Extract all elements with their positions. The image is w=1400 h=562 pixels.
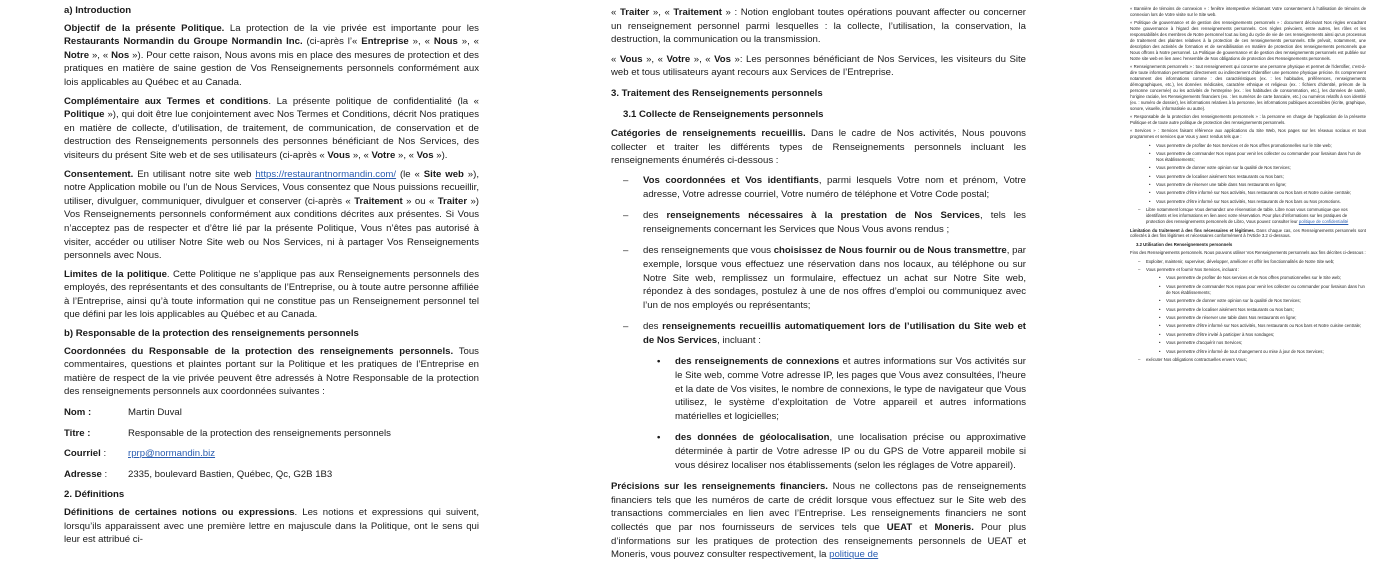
text-span: ») Vos Renseignements personnels conformément aux conditions décrites aux présentes. Si Vous n’acceptez pas de respecter et d’être lié par la présente Politique, Vous n’êtes pas autorisé à visiter, accéder ou utiliser Notre Site web ou Nos Services, ni à partager Vos Renseignements personnels avec Nous. xyxy=(64,195,480,262)
text-span: », « xyxy=(649,7,674,18)
heading-collecte: 3.1 Collecte de Renseignements personnels xyxy=(623,108,824,120)
contact-courriel xyxy=(64,447,479,461)
lead-categories: Catégories de renseignements recueillis. xyxy=(611,128,806,140)
term: Site web xyxy=(423,168,464,180)
text-span: (ci-après l’« xyxy=(302,36,362,48)
text-span: , incluant : xyxy=(717,334,761,346)
thumb-list-item: • Vous permettre d’acquérir nos Services; xyxy=(1130,340,1366,346)
thumb-list-item: • Vous permettre d’être informé sur Nos activités, Nos restaurants ou Nos bars et Notre cuisine centrale; xyxy=(1130,190,1366,196)
text-span: . La présente politique de confidentialité (la « xyxy=(268,95,480,107)
thumb-list-item: • Vous permettre de réserver une table dans Nos restaurants en ligne; xyxy=(1130,315,1366,321)
paragraph-limites xyxy=(64,268,479,322)
thumb-list-item: – exécuter Nos obligations contractuelles envers Vous; xyxy=(1130,357,1366,363)
thumb-list xyxy=(1130,143,1366,205)
page-middle xyxy=(611,0,1026,561)
term: Traiter xyxy=(619,7,650,18)
thumb-paragraph: « Politique de gouvernance et de gestion des renseignements personnels » : document décrivant Nos règles encadrant Notre gouvernance à l’égard des renseignements personnels. Ces règles prévoient, entre autres, les rôles et les responsabilités des membres de Notre personnel tout au long du cycle de vie de ces renseignements ainsi qu’un processus de traitement des plaintes relatives à la protection de ces renseignements personnels. Elle prévoit, notamment, une description des activités de formation et de sensibilisation en matière de protection des renseignements personnels que Nous offrons à Notre personnel. La Politique de gouvernance et de gestion des renseignements personnels est publiée sur Notre site web en lien avec l’ensemble de Nos obligations de protection des Renseignements personnels. xyxy=(1130,20,1366,61)
separator: : xyxy=(101,468,108,480)
lead-definitions: Définitions de certaines notions ou expressions xyxy=(64,507,295,518)
thumb-list-item: • Vous permettre de localiser aisément Nos restaurants ou Nos bars; xyxy=(1130,174,1366,180)
heading-definitions: 2. Définitions xyxy=(64,489,125,501)
paragraph-vous xyxy=(611,53,1026,80)
term: Traitement xyxy=(354,195,403,207)
thumb-paragraph xyxy=(1130,228,1366,240)
list-item xyxy=(611,244,1026,312)
text-span: Libre notamment lorsque Vous demandez une réservation de table. Libre nous vous communique que vos identifiants et les informations en lien avec votre réservation. Pour plus d’informations sur les pratiques de protection des renseignements personnels de Libro, Vous pouvez consulter leur xyxy=(1146,207,1348,225)
text-span: »). xyxy=(433,149,448,161)
lead-choisissez: choisissez de Nous fournir ou de Nous transmettre xyxy=(773,245,1007,257)
text-span: . Cette Politique ne s’applique pas aux Renseignements personnels des employés, des représentants et des consultants de l’Entreprise, ou à toute autre personne affiliée à l’Entreprise, ainsi qu’à toute information qui ne constitue pas un Renseignement personnel tel que défini par les lois applicables au Québec et au Canada. xyxy=(64,268,479,321)
lead-necessaires: renseignements nécessaires à la prestation de Nos Services xyxy=(666,210,980,222)
text-span: « xyxy=(611,53,620,65)
text-span: , une localisation précise ou approximative déterminée à partir de Votre adresse IP ou du GPS de Votre appareil mobile si vous désirez localiser nos établissements (selon les réglages de Votre appareil). xyxy=(675,432,1026,471)
list-item xyxy=(611,209,1026,236)
thumb-list-item: • Vous permettre de commander Nos repas pour venir les collecter ou commander pour livraison dans l’un de Nos établissements; xyxy=(1130,151,1366,163)
text-span: »). Pour cette raison, Nous avons mis en place des mesures de protection et des pratiques en matière de saine gestion de Vos Renseignements personnels conformément aux lois applicables au Québec et au Canada. xyxy=(64,49,479,88)
website-link[interactable]: https://restaurantnormandin.com/ xyxy=(255,168,397,180)
text-span: En utilisant notre site web xyxy=(133,168,256,180)
paragraph-coordonnees xyxy=(64,345,479,399)
thumb-list-item: • Vous permettre d’être informé sur Nos activités, Nos restaurants ou Nos bars et Notre cuisine centrale; xyxy=(1130,323,1366,329)
list-item xyxy=(611,355,1026,423)
text-span: » : Notion englobant toutes opérations pouvant affecter ou concerner un renseignement personnel parmi lesquelles : la collecte, l’utilisation, la conservation, la destruction, la communication ou la transmission. xyxy=(611,7,1026,46)
thumb-paragraph: « Responsable de la protection des renseignements personnels » : la personne en charge de l’application de la présente Politique et de toute autre politique de protection des renseignements personnels. xyxy=(1130,113,1366,125)
contact-nom xyxy=(64,406,479,420)
term: Notre xyxy=(64,49,90,61)
term: Nos xyxy=(111,49,130,61)
lead-auto: renseignements recueillis automatiquement lors de l’utilisation du Site web et de Nos Services xyxy=(643,321,1026,346)
contact-titre xyxy=(64,427,479,441)
thumb-paragraph: « Renseignements personnels » : tout renseignement qui concerne une personne physique et permet de l’identifier, c’est-à-dire toute information permettant directement ou indirectement d’identifier une personne physique précise. Ils comprennent notamment des informations comme : des caractéristiques (ex. : les habitudes, préférences, renseignements démographiques, etc.), les données médicales, caractère ethnique et religieux (ex. : fichiers d’identité, prénom de la personne concernée) ou les activités de l’entreprise (ex. : les habitudes de consommation, etc.), les données de santé, l’origine raciale, les Renseignements financiers (ex. : les numéros de carte bancaire, etc.) ou numéros relatifs à son identité (ex. : numéro de dossier), les informations relatives à la personne, les informations publiques accessibles (écrite, graphique, sonore, visuelle, informatisée ou autre). xyxy=(1130,64,1366,111)
separator: : xyxy=(100,448,107,460)
page-left xyxy=(64,0,480,546)
term: Traitement xyxy=(673,7,722,18)
text-span: (le « xyxy=(396,168,424,180)
thumb-paragraph: Fins des Renseignements personnels. Nous pouvons utiliser Vos Renseignements personnels aux fins décrites ci-dessous : xyxy=(1130,250,1366,256)
thumb-heading: 3.2 Utilisation des Renseignements personnels xyxy=(1136,241,1233,247)
lead-connexions: des renseignements de connexions xyxy=(675,356,840,368)
thumb-list-item: • Vous permettre de localiser aisément Nos restaurants ou Nos bars; xyxy=(1130,307,1366,313)
term: Vos xyxy=(416,149,434,161)
text-span: »: Les personnes bénéficiant de Nos Services, les visiteurs du Site web et tous utilisateurs ayant recours aux Services de l’Entreprise. xyxy=(611,53,1026,79)
lead-coordonnees: Coordonnées du Responsable de la protection des renseignements personnels. xyxy=(64,345,454,357)
thumb-list-item: • Vous permettre de donner votre opinion sur la qualité de Nos Services; xyxy=(1130,165,1366,171)
text-span: », « xyxy=(690,53,715,65)
paragraph-consentement xyxy=(64,168,479,263)
term: Votre xyxy=(371,149,396,161)
term: UEAT xyxy=(886,522,913,533)
lead-financiers: Précisions sur les renseignements financiers. xyxy=(611,481,828,493)
paragraph-financiers xyxy=(611,480,1026,562)
text-span: , tels les renseignements concernant les Services que Nous Vous avons rendus ; xyxy=(643,210,1026,235)
text-span: » ou « xyxy=(402,195,438,207)
heading-responsable: b) Responsable de la protection des renseignements personnels xyxy=(64,328,359,340)
thumb-list xyxy=(1130,259,1366,273)
text-span: La protection de la vie privée est importante pour les xyxy=(224,22,479,34)
text-span: Pour plus d’informations sur les pratiques de protection des renseignements personnels de UEAT et Moneris, vous pouvez consulter respectivement, la xyxy=(611,522,1026,561)
paragraph-complementaire xyxy=(64,95,479,163)
lead-coord: Vos coordonnées et Vos identifiants xyxy=(643,174,819,186)
heading-traitement: 3. Traitement des Renseignements personnels xyxy=(611,87,823,99)
term: Vos xyxy=(714,53,731,65)
text-span: « xyxy=(611,7,620,18)
paragraph-objectif xyxy=(64,22,479,90)
text-span: , parmi lesquels Votre nom et prénom, Votre adresse, Votre adresse courriel, Votre numéro de téléphone et Votre Code postal; xyxy=(643,174,1026,200)
page-right-thumbnail xyxy=(1130,0,1366,500)
lead-limitation: Limitation du traitement à des fins nécessaires et légitimes. xyxy=(1130,227,1255,233)
thumb-list-item: – Vous permettre et fournir Nos Services, incluant : xyxy=(1130,267,1366,273)
libro-policy-link[interactable]: politique de confidentialité xyxy=(1298,219,1349,225)
lead-geo: des données de géolocalisation xyxy=(675,432,830,444)
paragraph-definitions xyxy=(64,506,479,547)
contact-adresse xyxy=(64,468,479,482)
text-span: », « xyxy=(457,36,479,48)
text-span: Dans le cadre de Nos activités, Nous pouvons collecter et traiter les différents types de Renseignements personnels incluant les renseignements énumérés ci-dessous : xyxy=(611,128,1026,167)
term: Moneris. xyxy=(934,522,974,533)
policy-link[interactable]: politique de xyxy=(829,549,879,561)
list-item xyxy=(611,431,1026,472)
label-nom: Nom : xyxy=(64,407,92,419)
thumb-list-item xyxy=(1130,207,1366,225)
term: Nous xyxy=(433,36,458,48)
term: Entreprise xyxy=(361,36,409,48)
thumb-list-item: • Vous permettre de profiter de Nos Services et de Nos offres promotionnelles sur le Site web; xyxy=(1130,143,1366,149)
heading-introduction: a) Introduction xyxy=(64,5,132,16)
text-span: », « xyxy=(395,149,417,161)
text-span: », « xyxy=(89,49,112,61)
lead-limites: Limites de la politique xyxy=(64,268,167,280)
text-span: des xyxy=(643,321,663,333)
thumb-list xyxy=(1130,357,1366,363)
thumb-list-item: • Vous permettre de réserver une table dans Nos restaurants en ligne; xyxy=(1130,182,1366,188)
label-titre: Titre : xyxy=(64,427,91,439)
thumb-paragraph: « Bannière de témoins de connexion » : fenêtre intempestive réclamant Votre consentement à l’utilisation de témoins de connexion lors de Votre visite sur le Site web. xyxy=(1130,6,1366,17)
thumb-list-item: – Exploiter, maintenir, superviser, développer, améliorer et offrir les fonctionnalités de Notre Site web; xyxy=(1130,259,1366,265)
email-link[interactable]: rprp@normandin.biz xyxy=(128,448,216,460)
list-item xyxy=(611,320,1026,347)
text-span: Dans chaque cas, ces Renseignements personnels sont collectés à des fins légitimes et nécessaires conformément à l’Article 3.2 ci-dessous. xyxy=(1130,227,1366,239)
value-nom: Martin Duval xyxy=(128,407,182,419)
thumb-list-item: • Vous permettre de commander Nos repas pour venir les collecter ou commander pour livraison dans l’un de Nos établissements; xyxy=(1130,284,1366,296)
list-item xyxy=(611,174,1026,201)
thumb-paragraph: « Services » : Services faisant référence aux applications du Site Web, Nos pages sur les réseaux sociaux et tous programmes et services que Vous y avez rendus tels que : xyxy=(1130,128,1366,140)
thumb-list-item: • Vous permettre d’être invité à participer à Nos sondages; xyxy=(1130,332,1366,338)
company-name: Restaurants Normandin du Groupe Normandin Inc. xyxy=(64,36,303,48)
text-span: . Les notions et expressions qui suivent, lorsqu’ils apparaissent avec une première lettre en majuscule dans la Politique, ont le sens qui leur est attribué ci- xyxy=(64,507,479,546)
label-adresse: Adresse xyxy=(64,468,102,480)
term: Votre xyxy=(666,53,691,65)
thumb-list-item: • Vous permettre d’être informé de tout changement ou mise à jour de Nos Services; xyxy=(1130,349,1366,355)
thumb-list-item: • Vous permettre de donner votre opinion sur la qualité de Nos Services; xyxy=(1130,298,1366,304)
thumb-list xyxy=(1130,275,1366,354)
text-span: Nous ne collectons pas de renseignements financiers tels que les numéros de carte de crédit lorsque vous effectuez sur le Site web des transactions commerciales en lien avec l’Entreprise. Les renseignements financiers ne sont collectés que par nos fournisseurs de services tels que xyxy=(611,481,1026,533)
value-adresse: 2335, boulevard Bastien, Québec, Qc, G2B 1B3 xyxy=(128,468,333,480)
lead-objectif: Objectif de la présente Politique. xyxy=(64,22,225,34)
text-span: »), qui doit être lue conjointement avec Nos Termes et Conditions, décrit Nos pratiques en matière de collecte, d’utilisation, de traitement, de communication, de conservation et de destruction des Renseignements personnels des personnes bénéficiant de Nos Services, des visiteurs du présent Site web et de ses utilisateurs (ci-après « xyxy=(64,109,479,161)
term: Vous xyxy=(619,53,643,65)
term: Vous xyxy=(327,149,351,161)
text-span: des renseignements que vous xyxy=(643,245,774,257)
thumb-list-item: • Vous permettre d’être informé sur Nos activités, Nos restaurants de Nos bars ou Nos promotions. xyxy=(1130,199,1366,205)
text-span: », « xyxy=(350,149,372,161)
paragraph-traiter xyxy=(611,6,1026,47)
text-span: des xyxy=(643,210,667,222)
text-span: et xyxy=(912,522,935,533)
text-span: »), notre Application mobile ou l’un de Nous Services, Vous consentez que Nous puissions recueillir, utiliser, divulguer, communiquer, divulguer et conserver (ci-après « xyxy=(64,168,480,207)
paragraph-categories xyxy=(611,127,1026,168)
value-titre: Responsable de la protection des renseignements personnels xyxy=(128,427,391,439)
lead-complementaire: Complémentaire aux Termes et conditions xyxy=(64,95,269,107)
text-span: et autres informations sur Vos activités sur le Site web, comme Votre adresse IP, les pages que Vous avez consultées, l’heure et la date de Vos visites, le nombre de connexions, le type de navigateur que Vous utilisez, le système d’exploitation de Votre appareil et autres informations matérielles et logicielles; xyxy=(675,356,1026,422)
text-span: », « xyxy=(408,36,434,48)
text-span: », « xyxy=(642,53,667,65)
thumb-list-item: • Vous permettre de profiter de Nos services et de Nos offres promotionnelles sur le Site web; xyxy=(1130,275,1366,281)
term: Traiter xyxy=(437,195,468,207)
text-span: Tous commentaires, questions et plaintes portant sur la Politique et les pratiques de l’Entreprise en matière de respect de la vie privée peuvent être adressés à Notre Responsable de la protection des renseignements personnels aux coordonnées suivantes : xyxy=(64,345,479,398)
label-courriel: Courriel xyxy=(64,448,101,460)
text-span: , par exemple, lorsque vous effectuez une réservation dans nos locaux, au téléphone ou sur Notre Site web, remplissez un formulaire, effectuez un achat sur Notre Site web, répondez à des sondages, postulez à une de nos offres d’emploi ou communiquez avec l’un de nos employés ou représentants; xyxy=(643,245,1026,311)
term: Politique xyxy=(64,109,105,121)
lead-consentement: Consentement. xyxy=(64,168,134,180)
